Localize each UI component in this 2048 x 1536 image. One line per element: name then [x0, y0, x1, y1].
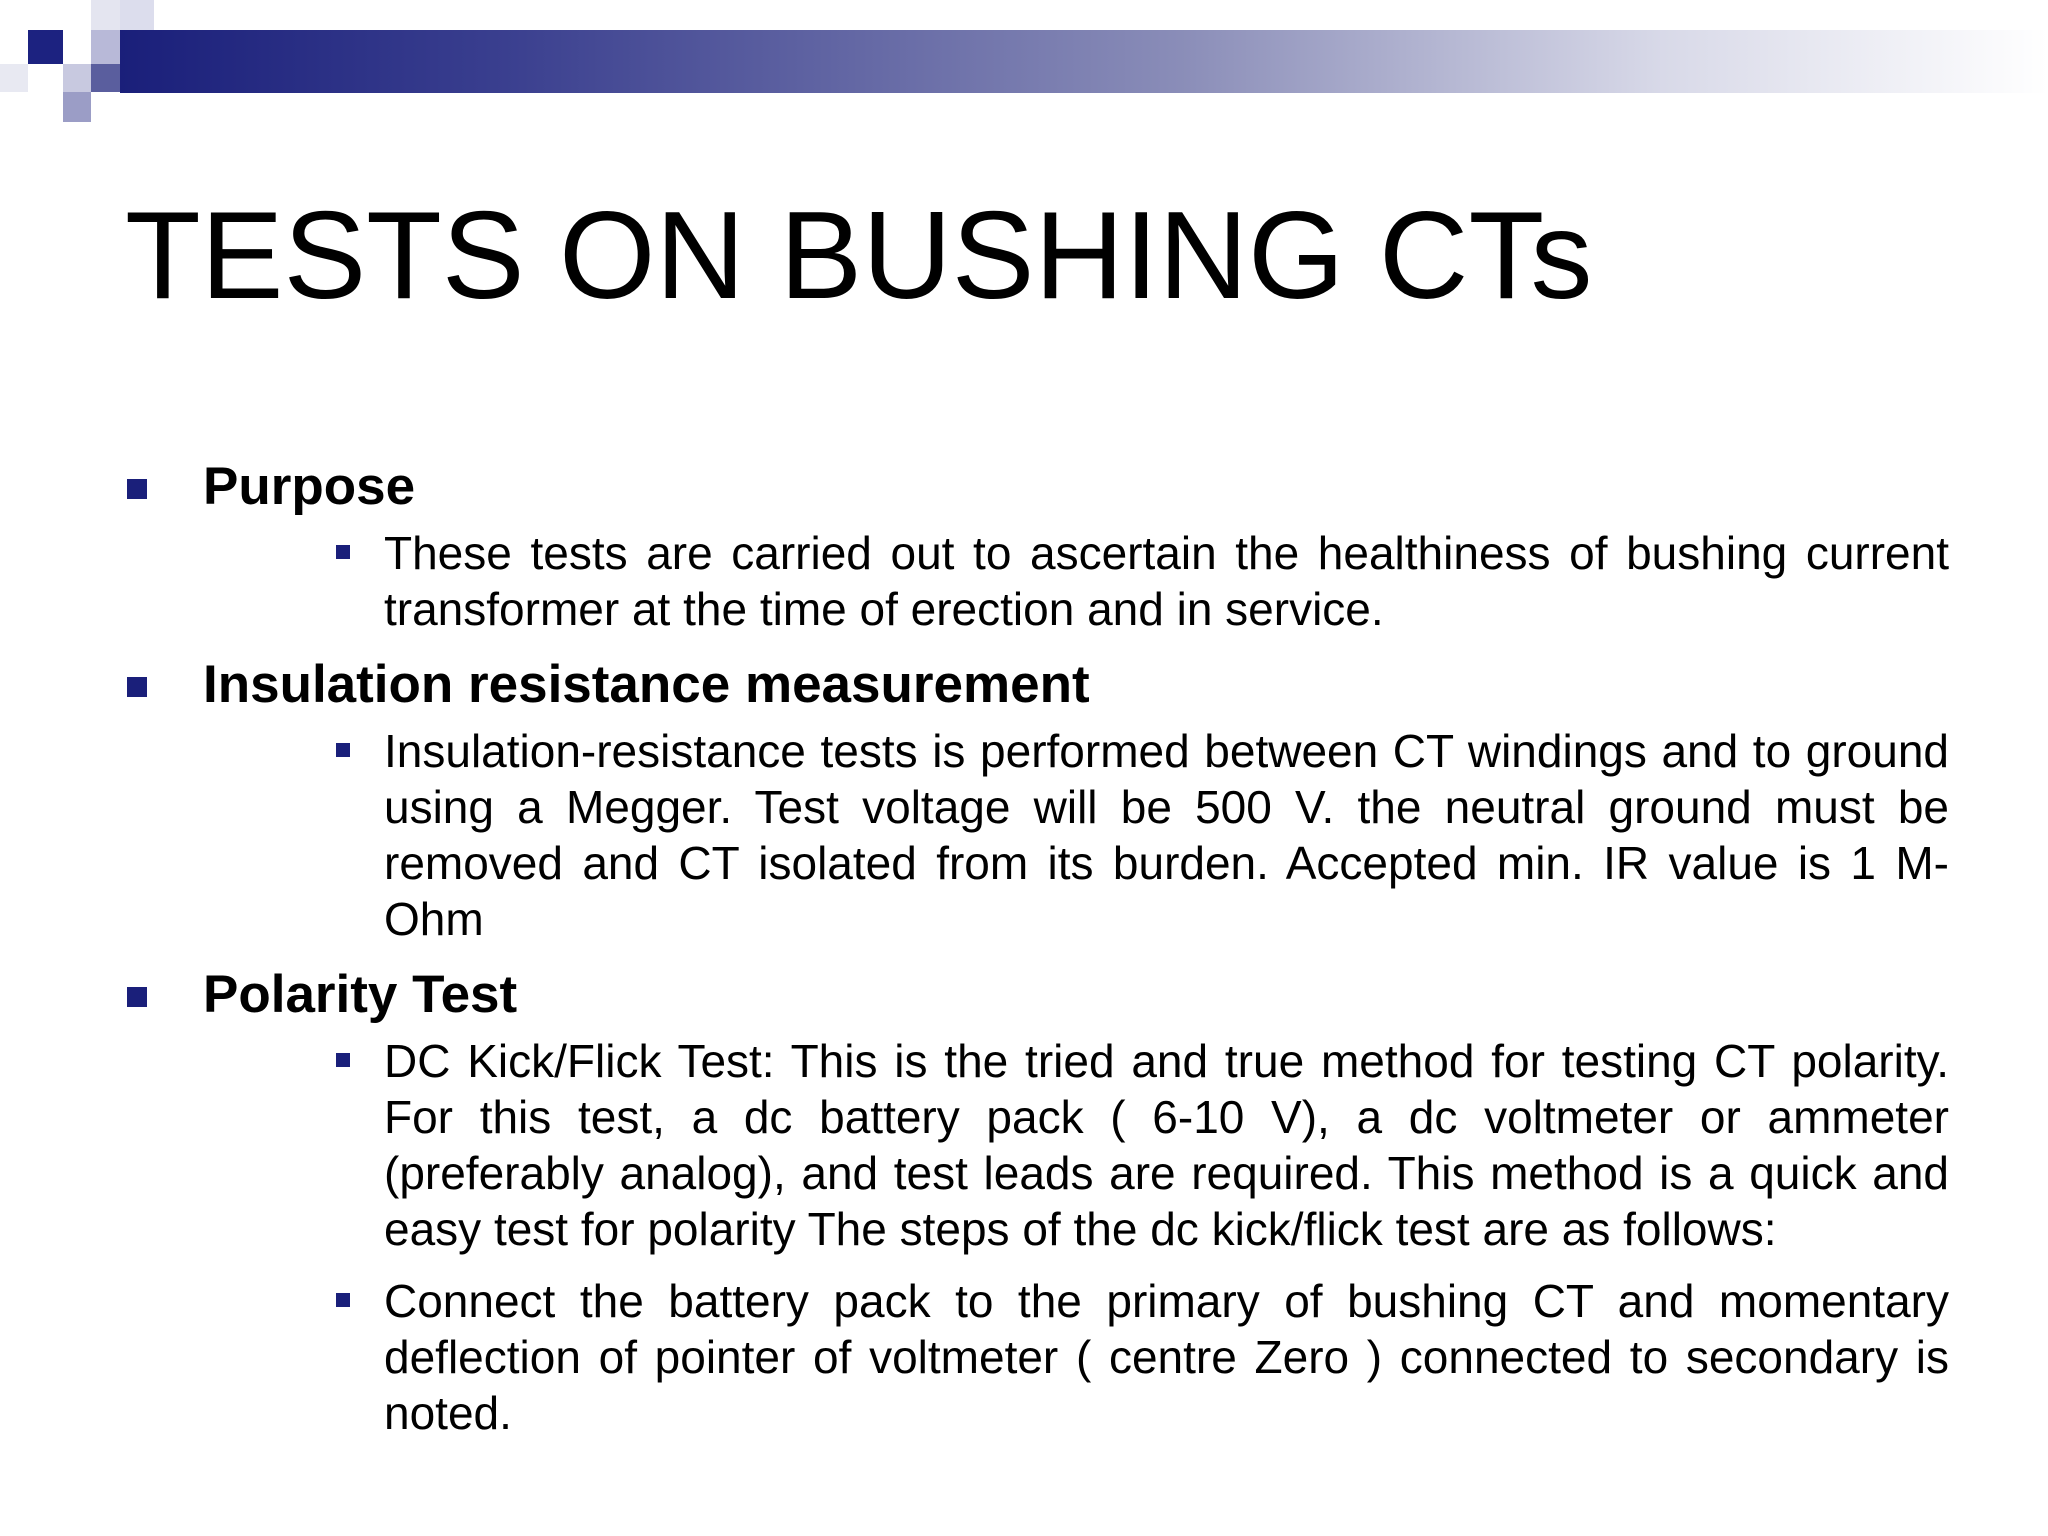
sub-point-text: Connect the battery pack to the primary of bushing CT and momentary deflection of pointer of voltmeter ( centre Zero ) connected to secondary is noted.	[384, 1275, 1949, 1439]
decor-square	[63, 92, 91, 122]
decor-square	[91, 30, 120, 64]
section-heading-text: Polarity Test	[203, 965, 518, 1024]
sub-point-text: Insulation-resistance tests is performed between CT windings and to ground using a Megger. Test voltage will be 500 V. the neutral ground must be removed and CT isolated from its burden. Accepted min. IR value is 1 M-Ohm	[384, 725, 1949, 945]
decor-square	[120, 0, 154, 30]
sub-point-text: These tests are carried out to ascertain the healthiness of bushing current transformer at the time of erection and in service.	[384, 527, 1949, 635]
decor-square	[91, 0, 120, 30]
decor-square	[91, 64, 120, 92]
section-heading-text: Insulation resistance measurement	[203, 655, 1090, 714]
bullet-list	[0, 455, 2048, 1457]
square-bullet-icon	[336, 743, 350, 757]
square-bullet-icon	[336, 1293, 350, 1307]
section-heading-polarity	[0, 963, 2048, 1027]
decor-square	[0, 64, 28, 92]
section-heading-text: Purpose	[203, 457, 416, 516]
square-bullet-icon	[336, 1053, 350, 1067]
decor-square	[63, 64, 91, 92]
square-bullet-icon	[127, 479, 147, 499]
square-bullet-icon	[127, 677, 147, 697]
sub-point	[0, 1273, 1949, 1441]
square-bullet-icon	[336, 545, 350, 559]
sub-point	[0, 723, 1949, 947]
slide-title: TESTS ON BUSHING CTs	[125, 187, 1593, 325]
sub-point	[0, 1033, 1949, 1257]
square-bullet-icon	[127, 987, 147, 1007]
sub-point-text: DC Kick/Flick Test: This is the tried and true method for testing CT polarity. For this test, a dc battery pack ( 6-10 V), a dc voltmeter or ammeter (preferably analog), and test leads are required. This method is a quick and easy test for polarity The steps of the dc kick/flick test are as follows:	[384, 1035, 1949, 1255]
header-gradient-band	[120, 30, 2048, 93]
section-heading-purpose	[0, 455, 2048, 519]
sub-point	[0, 525, 1949, 637]
decor-square	[28, 30, 63, 64]
section-heading-insulation	[0, 653, 2048, 717]
